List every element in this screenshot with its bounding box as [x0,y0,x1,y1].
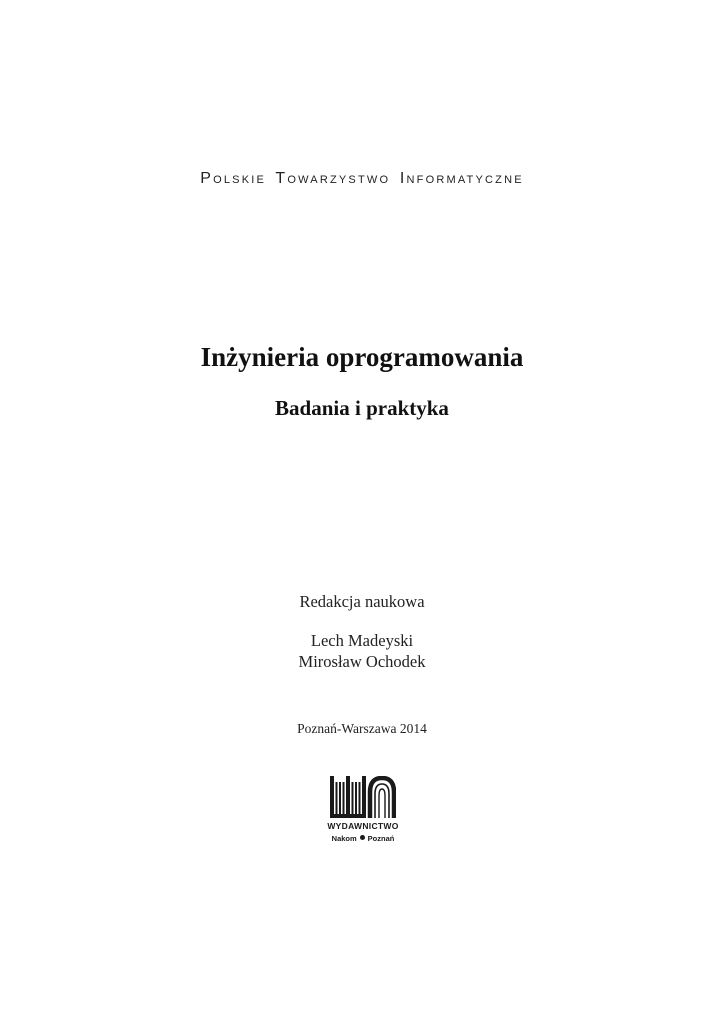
book-title: Inżynieria oprogramowania [200,342,524,372]
bullet-dot-icon [360,835,365,840]
editing-label: Redakcja naukowa [299,592,425,611]
book-subtitle: Badania i praktyka [275,396,449,420]
publisher-cities [318,834,408,843]
publisher-city: Nakom [331,834,357,843]
editor-name: Mirosław Ochodek [298,652,426,671]
publisher-logo [318,776,408,848]
place-and-year: Poznań-Warszawa 2014 [297,721,427,736]
editor-name: Lech Madeyski [310,631,414,650]
publisher-city: Poznań [367,834,395,843]
society-name: Polskie Towarzystwo Informatyczne [200,170,524,187]
wn-books-logo-icon [330,776,396,818]
publisher-name: WYDAWNICTWO [327,821,399,831]
